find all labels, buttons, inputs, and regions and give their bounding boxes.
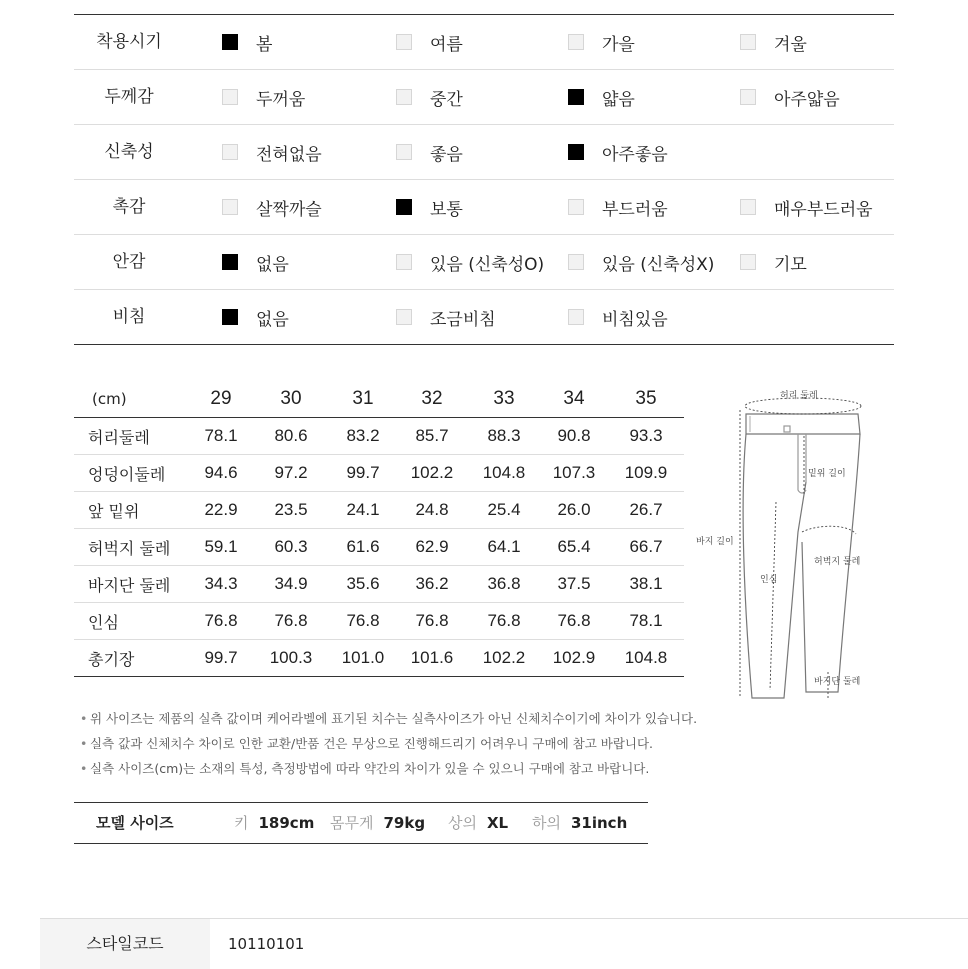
- attribute-option-label: 얇음: [602, 89, 635, 110]
- table-row: [74, 492, 684, 529]
- unchecked-box-icon: [568, 199, 584, 215]
- attribute-option: [222, 125, 322, 179]
- attribute-label: 촉감: [112, 197, 146, 217]
- model-size-row: [74, 802, 648, 844]
- table-cell: 94.6: [204, 463, 238, 482]
- attribute-option: [568, 15, 635, 69]
- table-cell: 24.1: [346, 500, 380, 519]
- attribute-option: [222, 180, 322, 234]
- table-cell: 61.6: [346, 537, 380, 556]
- table-cell: 78.1: [629, 611, 663, 630]
- style-code-label: 스타일코드: [40, 919, 210, 969]
- table-cell: 24.8: [415, 500, 449, 519]
- attribute-label: 비침: [112, 307, 146, 327]
- hem-label: 바지단 둘레: [814, 677, 861, 687]
- attributes-table: [74, 14, 894, 345]
- attribute-option-label: 겨울: [774, 34, 807, 55]
- note-item: • 실측 값과 신체치수 차이로 인한 교환/반품 건은 무상으로 진행해드리기 어려우니 구매에 참고 바랍니다.: [80, 736, 654, 751]
- table-row: [74, 603, 684, 640]
- attribute-option-label: 조금비침: [430, 309, 496, 330]
- size-table: [74, 380, 684, 677]
- table-cell: 80.6: [274, 426, 308, 445]
- table-cell: 102.9: [552, 648, 596, 667]
- checked-box-icon: [568, 144, 584, 160]
- attribute-option-label: 없음: [256, 309, 289, 330]
- attribute-option: [568, 290, 668, 344]
- size-notes: [80, 706, 697, 781]
- measure-label: 바지단 둘레: [88, 575, 171, 595]
- thigh-label: 허벅지 둘레: [814, 557, 861, 567]
- table-cell: 23.5: [274, 500, 308, 519]
- measure-label: 인심: [88, 612, 119, 632]
- table-cell: 90.8: [557, 426, 591, 445]
- table-cell: 101.0: [341, 648, 385, 667]
- attribute-option-label: 여름: [430, 34, 463, 55]
- attribute-row: [74, 70, 894, 125]
- attribute-option: [568, 235, 714, 289]
- attribute-option-label: 없음: [256, 254, 289, 275]
- unchecked-box-icon: [222, 144, 238, 160]
- attribute-option: [396, 180, 463, 234]
- size-header-cell: 29: [210, 387, 232, 409]
- table-cell: 38.1: [629, 574, 663, 593]
- checked-box-icon: [222, 34, 238, 50]
- style-code-value: 10110101: [228, 935, 305, 953]
- table-cell: 26.7: [629, 500, 663, 519]
- size-header-cell: 35: [635, 387, 657, 409]
- unchecked-box-icon: [740, 89, 756, 105]
- table-cell: 76.8: [274, 611, 308, 630]
- size-header-cell: 30: [280, 387, 302, 409]
- table-cell: 25.4: [487, 500, 521, 519]
- table-cell: 93.3: [629, 426, 663, 445]
- table-cell: 76.8: [204, 611, 238, 630]
- model-weight: 몸무게 79kg: [330, 814, 426, 832]
- attribute-label: 두께감: [104, 87, 154, 107]
- table-cell: 62.9: [415, 537, 449, 556]
- attribute-label: 안감: [112, 252, 146, 272]
- table-cell: 100.3: [269, 648, 313, 667]
- attribute-option-label: 좋음: [430, 144, 463, 165]
- attribute-option: [222, 290, 289, 344]
- table-row: [74, 640, 684, 677]
- attribute-option: [222, 235, 289, 289]
- pants-illustration: [688, 382, 878, 712]
- unchecked-box-icon: [396, 309, 412, 325]
- attribute-option: [740, 70, 840, 124]
- attribute-option-label: 있음 (신축성X): [602, 254, 715, 275]
- length-label: 바지 길이: [696, 537, 734, 547]
- table-cell: 78.1: [204, 426, 238, 445]
- attribute-option: [222, 70, 305, 124]
- table-cell: 101.6: [410, 648, 454, 667]
- attribute-option: [740, 235, 807, 289]
- attribute-row: [74, 125, 894, 180]
- table-cell: 76.8: [487, 611, 521, 630]
- attribute-option-label: 아주좋음: [602, 144, 668, 165]
- attribute-row: [74, 235, 894, 290]
- attribute-option-label: 비침있음: [602, 309, 668, 330]
- table-cell: 36.2: [415, 574, 449, 593]
- table-cell: 26.0: [557, 500, 591, 519]
- table-cell: 99.7: [204, 648, 238, 667]
- table-cell: 107.3: [552, 463, 596, 482]
- attribute-option: [396, 235, 544, 289]
- attribute-option-label: 아주얇음: [774, 89, 840, 110]
- style-code-row: [40, 918, 968, 969]
- table-row: [74, 566, 684, 603]
- table-cell: 76.8: [415, 611, 449, 630]
- note-item: • 위 사이즈는 제품의 실측 값이며 케어라벨에 표기된 치수는 실측사이즈가 아닌 신체치수이기에 차이가 있습니다.: [80, 711, 698, 726]
- checked-box-icon: [222, 309, 238, 325]
- attribute-option-label: 살짝까슬: [256, 199, 322, 220]
- attribute-option: [740, 180, 873, 234]
- checked-box-icon: [568, 89, 584, 105]
- table-cell: 64.1: [487, 537, 521, 556]
- unchecked-box-icon: [222, 89, 238, 105]
- table-cell: 66.7: [629, 537, 663, 556]
- unchecked-box-icon: [396, 254, 412, 270]
- note-item: • 실측 사이즈(cm)는 소재의 특성, 측정방법에 따라 약간의 차이가 있을 수 있으니 구매에 참고 바랍니다.: [80, 761, 650, 776]
- attribute-option-label: 매우부드러움: [774, 199, 873, 220]
- table-cell: 60.3: [274, 537, 308, 556]
- table-cell: 34.9: [274, 574, 308, 593]
- table-cell: 102.2: [410, 463, 454, 482]
- attribute-option: [740, 15, 807, 69]
- rise-label: 밑위 길이: [808, 469, 846, 479]
- attribute-option-label: 중간: [430, 89, 463, 110]
- table-cell: 88.3: [487, 426, 521, 445]
- attribute-option-label: 부드러움: [602, 199, 668, 220]
- table-cell: 109.9: [624, 463, 668, 482]
- table-row: [74, 455, 684, 492]
- size-header-cell: 32: [421, 387, 443, 409]
- attribute-option: [396, 290, 496, 344]
- attribute-option: [568, 125, 668, 179]
- attribute-row: [74, 15, 894, 70]
- table-cell: 34.3: [204, 574, 238, 593]
- measure-label: 허리둘레: [88, 427, 150, 447]
- table-cell: 22.9: [204, 500, 238, 519]
- unchecked-box-icon: [568, 309, 584, 325]
- table-cell: 76.8: [346, 611, 380, 630]
- pants-diagram: [688, 382, 878, 712]
- measure-label: 앞 밑위: [88, 501, 140, 521]
- unchecked-box-icon: [568, 34, 584, 50]
- attribute-option-label: 전혀없음: [256, 144, 322, 165]
- table-cell: 85.7: [415, 426, 449, 445]
- table-cell: 104.8: [482, 463, 526, 482]
- model-top-size: 상의 XL: [448, 814, 509, 832]
- attribute-option-label: 봄: [256, 34, 273, 55]
- attribute-option-label: 두꺼움: [256, 89, 306, 110]
- unchecked-box-icon: [396, 144, 412, 160]
- attribute-option-label: 기모: [774, 254, 807, 275]
- attribute-option: [222, 15, 272, 69]
- table-cell: 102.2: [482, 648, 526, 667]
- attribute-option-label: 있음 (신축성O): [430, 254, 545, 275]
- attribute-option-label: 보통: [430, 199, 463, 220]
- table-row: [74, 529, 684, 566]
- measure-label: 허벅지 둘레: [88, 538, 171, 558]
- unchecked-box-icon: [222, 199, 238, 215]
- model-bottom-size: 하의 31inch: [532, 814, 628, 832]
- attribute-row: [74, 290, 894, 344]
- attribute-option: [396, 70, 463, 124]
- model-size-label: 모델 사이즈: [96, 814, 174, 832]
- checked-box-icon: [396, 199, 412, 215]
- model-height: 키 189cm: [234, 814, 315, 832]
- table-cell: 76.8: [557, 611, 591, 630]
- table-row: [74, 418, 684, 455]
- table-cell: 99.7: [346, 463, 380, 482]
- table-cell: 59.1: [204, 537, 238, 556]
- measure-label: 총기장: [88, 649, 135, 669]
- table-cell: 37.5: [557, 574, 591, 593]
- table-cell: 36.8: [487, 574, 521, 593]
- unchecked-box-icon: [396, 34, 412, 50]
- attribute-option: [568, 180, 668, 234]
- table-cell: 35.6: [346, 574, 380, 593]
- unchecked-box-icon: [740, 199, 756, 215]
- table-cell: 97.2: [274, 463, 308, 482]
- size-header-cell: 34: [563, 387, 585, 409]
- size-header-cell: 33: [493, 387, 515, 409]
- waist-label: 허리 둘레: [780, 391, 818, 401]
- unchecked-box-icon: [740, 254, 756, 270]
- checked-box-icon: [222, 254, 238, 270]
- unchecked-box-icon: [740, 34, 756, 50]
- size-header-cell: 31: [352, 387, 374, 409]
- attribute-label: 착용시기: [96, 32, 162, 52]
- attribute-option: [568, 70, 635, 124]
- measure-label: 엉덩이둘레: [88, 464, 166, 484]
- attribute-option-label: 가을: [602, 34, 635, 55]
- table-cell: 104.8: [624, 648, 668, 667]
- attribute-label: 신축성: [104, 142, 154, 162]
- unchecked-box-icon: [568, 254, 584, 270]
- attribute-option: [396, 125, 463, 179]
- attribute-option: [396, 15, 463, 69]
- size-table-header: [74, 380, 684, 418]
- attribute-row: [74, 180, 894, 235]
- inseam-label: 인심: [760, 575, 778, 585]
- unchecked-box-icon: [396, 89, 412, 105]
- table-cell: 83.2: [346, 426, 380, 445]
- table-cell: 65.4: [557, 537, 591, 556]
- unit-label: (cm): [92, 389, 127, 408]
